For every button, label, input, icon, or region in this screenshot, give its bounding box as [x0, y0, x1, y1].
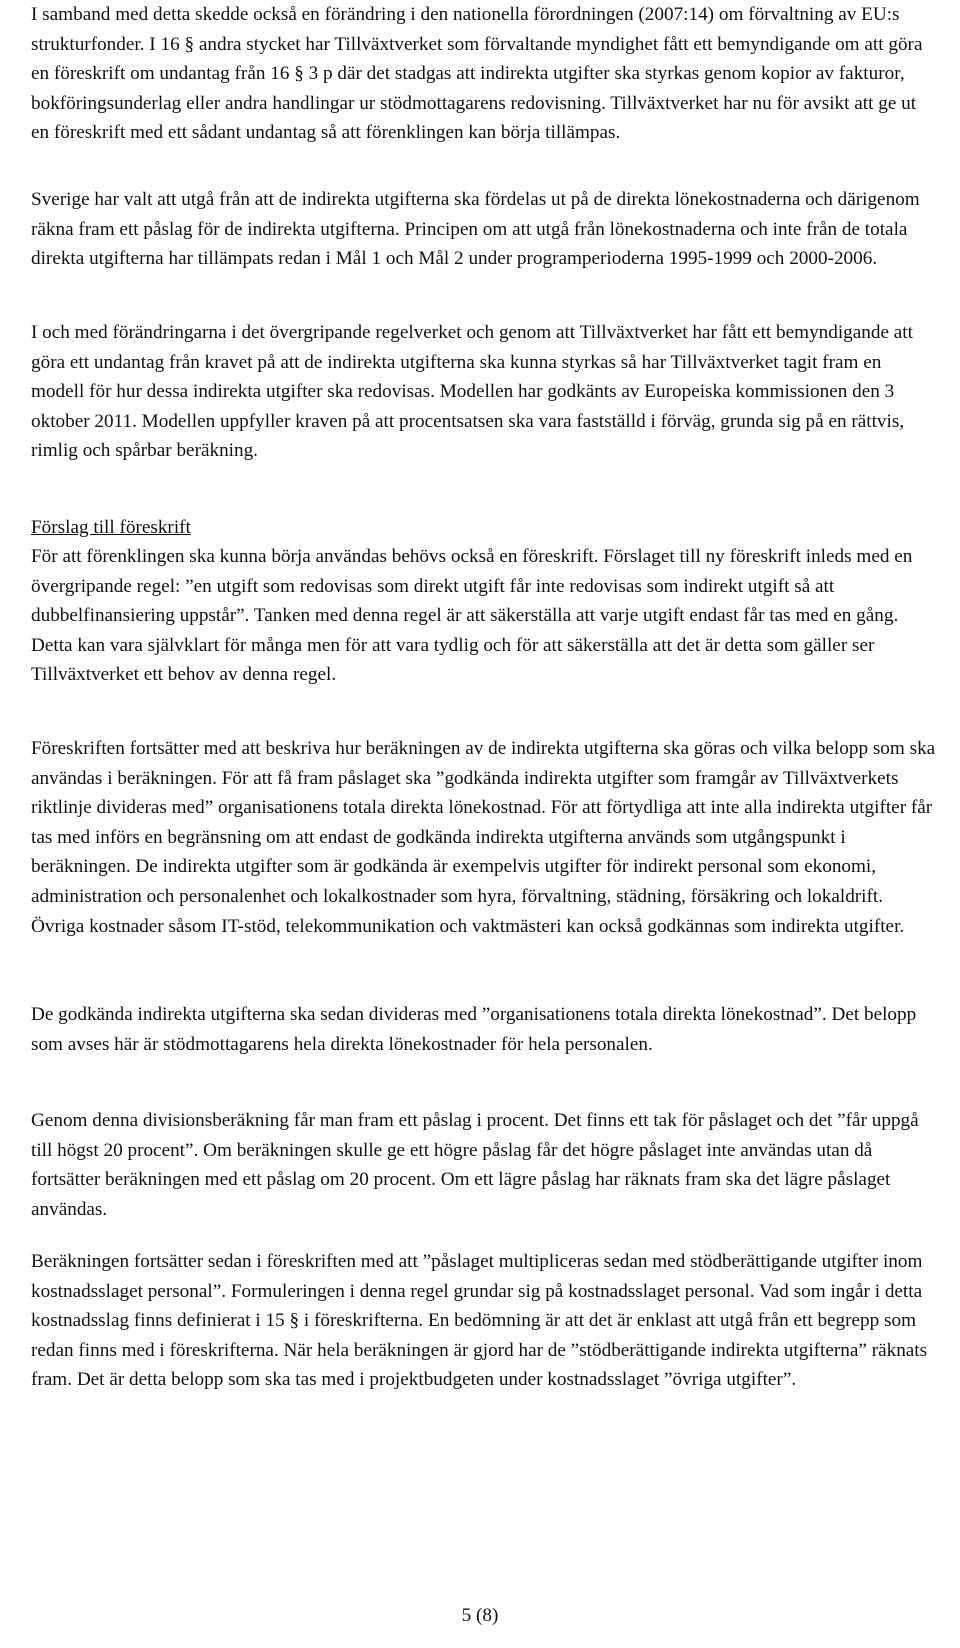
paragraph-proposal: För att förenklingen ska kunna börja användas behövs också en föreskrift. Förslaget till ny föreskrift inleds med en övergripande regel: ”en utgift som redovisas som direkt utgift får inte redovisas som indirekt utgift så att dubbelfinansiering uppstår”. Tanken med denna regel är att säkerställa att varje utgift endast får tas med en gång. Detta kan vara självklart för många men för att vara tydlig och för att säkerställa att det är detta som gäller ser Tillväxtverket ett behov av denna regel. [31, 546, 913, 686]
section-heading: Förslag till föreskrift [31, 517, 191, 538]
paragraph-indirect-costs-principle: Sverige har valt att utgå från att de indirekta utgifterna ska fördelas ut på de direkta lönekostnaderna och därigenom räkna fram ett påslag för de indirekta utgifterna. Principen om att utgå från lönekostnaderna och inte från de totala direkta utgifterna har tillämpats redan i Mål 1 och Mål 2 under programperioderna 1995-1999 och 2000-2006. [31, 189, 920, 270]
paragraph-multiplication: Beräkningen fortsätter sedan i föreskriften med att ”påslaget multipliceras sedan med stödberättigande utgifter inom kostnadsslaget personal”. Formuleringen i denna regel grundar sig på kostnadsslaget personal. Vad som ingår i detta kostnadsslag finns definierat i 15 § i föreskrifterna. En bedömning är att det är enklast att utgå från ett begrepp som redan finns med i föreskrifterna. När hela beräkningen är gjord har de ”stödberättigande indirekta utgifterna” räknats fram. Det är detta belopp som ska tas med i projektbudgeten under kostnadsslaget ”övriga utgifter”. [31, 1251, 928, 1391]
paragraph-percentage-cap: Genom denna divisionsberäkning får man fram ett påslag i procent. Det finns ett tak för påslaget och det ”får uppgå till högst 20 procent”. Om beräkningen skulle ge ett högre påslag får det högre påslaget inte användas utan då fortsätter beräkningen med ett påslag om 20 procent. Om ett lägre påslag har räknats fram ska det lägre påslaget användas. [31, 1110, 919, 1220]
paragraph-calculation: Föreskriften fortsätter med att beskriva hur beräkningen av de indirekta utgifterna ska göras och vilka belopp som ska användas i beräkningen. För att få fram påslaget ska ”godkända indirekta utgifter som framgår av Tillväxtverkets riktlinje divideras med” organisationens totala direkta lönekostnad. För att förtydliga att inte alla indirekta utgifter får tas med införs en begränsning om att endast de godkända indirekta utgifterna används som utgångspunkt i beräkningen. De indirekta utgifter som är godkända är exempelvis utgifter för indirekt personal som ekonomi, administration och personalenhet och lokalkostnader som hyra, förvaltning, städning, försäkring och lokaldrift. Övriga kostnader såsom IT-stöd, telekommunikation och vaktmästeri kan också godkännas som indirekta utgifter. [31, 738, 936, 937]
paragraph-division: De godkända indirekta utgifterna ska sedan divideras med ”organisationens totala direkta lönekostnad”. Det belopp som avses här är stödmottagarens hela direkta lönekostnader för hela personalen. [31, 1004, 917, 1055]
paragraph-regulation-change: I samband med detta skedde också en förändring i den nationella förordningen (2007:14) om förvaltning av EU:s strukturfonder. I 16 § andra stycket har Tillväxtverket som förvaltande myndighet fått ett bemyndigande om att göra en föreskrift om undantag från 16 § 3 p där det stadgas att indirekta utgifter ska styrkas genom kopior av fakturor, bokföringsunderlag eller andra handlingar ur stödmottagarens redovisning. Tillväxtverket har nu för avsikt att ge ut en föreskrift med ett sådant undantag så att förenklingen kan börja tillämpas. [31, 4, 923, 144]
page-number: 5 (8) [461, 1605, 499, 1626]
paragraph-model-approval: I och med förändringarna i det övergripande regelverket och genom att Tillväxtverket har fått ett bemyndigande att göra ett undantag från kravet på att de indirekta utgifterna ska kunna styrkas så har Tillväxtverket tagit fram en modell för hur dessa indirekta utgifter ska redovisas. Modellen har godkänts av Europeiska kommissionen den 3 oktober 2011. Modellen uppfyller kraven på att procentsatsen ska vara fastställd i förväg, grunda sig på en rättvis, rimlig och spårbar beräkning. [31, 322, 913, 462]
